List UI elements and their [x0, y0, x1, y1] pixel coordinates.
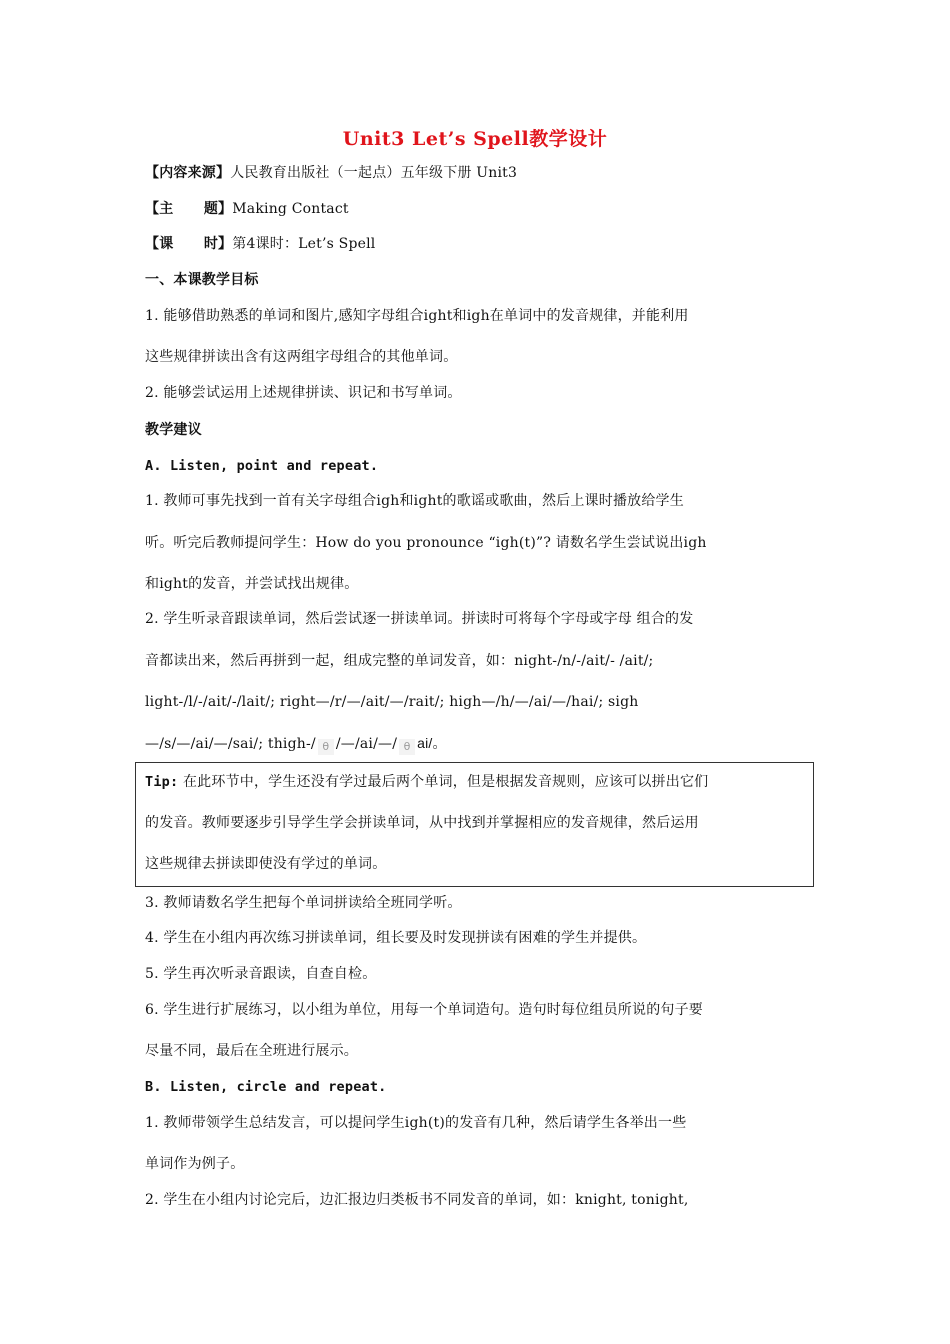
a2-line-1: 2. 学生听录音跟读单词，然后尝试逐一拼读单词。拼读时可将每个字母或字母 组合的发 [145, 611, 694, 627]
objective-1-line-2: 这些规律拼读出含有这两组字母组合的其他单词。 [145, 349, 458, 365]
theta-symbol: θ [318, 739, 334, 755]
a4: 4. 学生在小组内再次练习拼读单词，组长要及时发现拼读有困难的学生并提供。 [145, 930, 647, 946]
part-b-heading: B. Listen, circle and repeat. [145, 1079, 387, 1095]
b1-line-1: 1. 教师带领学生总结发言，可以提问学生igh(t)的发音有几种，然后请学生各举出一些 [145, 1115, 687, 1131]
a2-line-2: 音都读出来，然后再拼到一起，组成完整的单词发音，如：night-/n/-/ait/- /ait/; [145, 653, 654, 669]
a1-line-3: 和ight的发音，并尝试找出规律。 [145, 576, 359, 592]
source-label: 【内容来源】 [145, 165, 231, 181]
a5: 5. 学生再次听录音跟读，自查自检。 [145, 966, 377, 982]
objective-1-line-1: 1. 能够借助熟悉的单词和图片,感知字母组合ight和igh在单词中的发音规律，并能利用 [145, 308, 689, 324]
a3: 3. 教师请数名学生把每个单词拼读给全班同学听。 [145, 895, 462, 911]
part-a-heading: A. Listen, point and repeat. [145, 458, 379, 474]
topic-value: Making Contact [232, 201, 349, 217]
meta-topic [145, 199, 349, 219]
period-value: 第4课时：Let’s Spell [232, 236, 376, 252]
objective-2: 2. 能够尝试运用上述规律拼读、识记和书写单词。 [145, 385, 462, 401]
tip-line-3: 这些规律去拼读即使没有学过的单词。 [145, 856, 387, 872]
b1-line-2: 单词作为例子。 [145, 1156, 245, 1172]
tip-text-1: 在此环节中，学生还没有学过最后两个单词，但是根据发音规则，应该可以拼出它们 [178, 774, 709, 790]
a6-line-2: 尽量不同，最后在全班进行展示。 [145, 1043, 358, 1059]
b2-line-1: 2. 学生在小组内讨论完后，边汇报边归类板书不同发音的单词，如：knight, tonight, [145, 1192, 689, 1208]
section-suggestions-heading: 教学建议 [145, 422, 202, 438]
a2-line-4-part-a: —/s/—/ai/—/sai/; thigh-/ [145, 736, 316, 752]
tip-label: Tip: [145, 774, 179, 790]
tip-line-2: 的发音。教师要逐步引导学生学会拼读单词，从中找到并掌握相应的发音规律，然后运用 [145, 815, 699, 831]
a2-line-4-part-c: ai/。 [417, 735, 447, 751]
a2-line-4 [145, 733, 447, 755]
document-title: Unit3 Let’s Spell教学设计 [342, 128, 608, 150]
a1-line-1: 1. 教师可事先找到一首有关字母组合igh和ight的歌谣或歌曲，然后上课时播放给学生 [145, 493, 684, 509]
a6-line-1: 6. 学生进行扩展练习，以小组为单位，用每一个单词造句。造句时每位组员所说的句子要 [145, 1002, 704, 1018]
meta-source [145, 163, 517, 183]
a2-line-3: light-/l/-/ait/-/lait/; right—/r/—/ait/—/rait/; high—/h/—/ai/—/hai/; sigh [145, 694, 639, 710]
theta-symbol: θ [399, 739, 415, 755]
meta-period [145, 234, 375, 254]
topic-label: 【主 题】 [145, 201, 233, 217]
a1-line-2: 听。听完后教师提问学生：How do you pronounce “igh(t)”? 请数名学生尝试说出igh [145, 535, 707, 551]
section-objectives-heading: 一、本课教学目标 [145, 272, 259, 288]
period-label: 【课 时】 [145, 236, 233, 252]
source-value: 人民教育出版社（一起点）五年级下册 Unit3 [230, 165, 518, 181]
tip-line-1 [145, 772, 708, 792]
a2-line-4-part-b: /—/ai/—/ [335, 736, 398, 752]
